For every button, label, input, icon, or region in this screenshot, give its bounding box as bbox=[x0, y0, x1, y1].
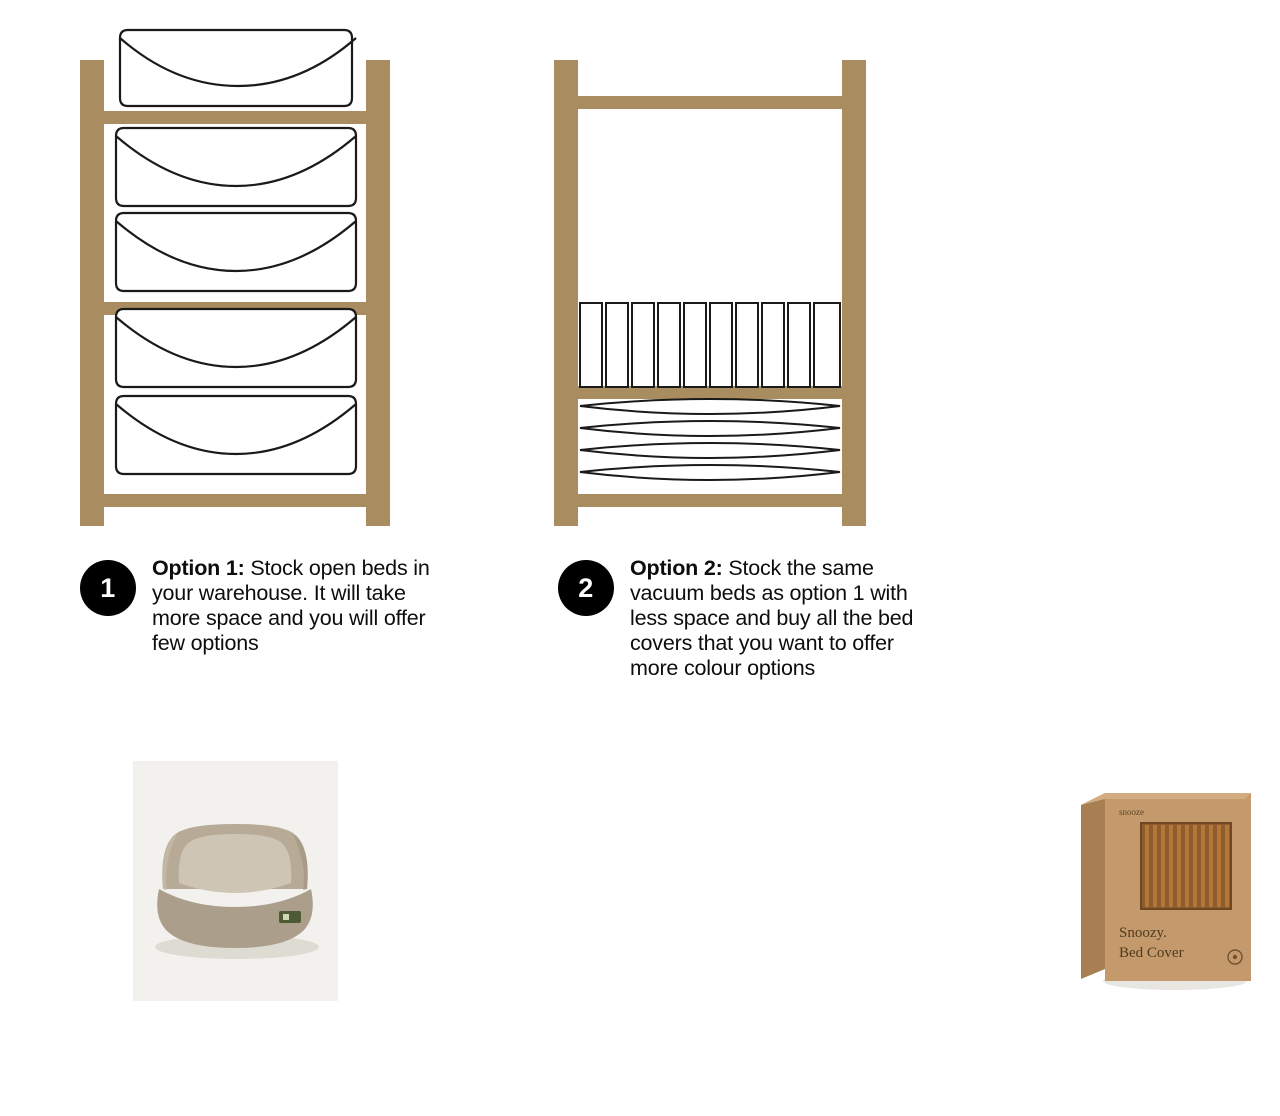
option-2-column bbox=[470, 0, 1184, 1116]
option-2-caption bbox=[558, 552, 928, 681]
option-2-badge: 2 bbox=[558, 560, 614, 616]
rack-with-vacuum-packed-beds-and-covers-illustration bbox=[470, 8, 940, 533]
option-1-label: Option 1: bbox=[152, 556, 245, 580]
option-2-caption-text bbox=[630, 552, 928, 681]
option-1-body: Stock open beds in your warehouse. It will take more space and you will offer few options bbox=[152, 556, 430, 655]
option-1-caption-text bbox=[152, 552, 450, 656]
option-1-badge: 1 bbox=[80, 560, 136, 616]
option-2-label: Option 2: bbox=[630, 556, 723, 580]
option-2-body: Stock the same vacuum beds as option 1 with less space and buy all the bed covers that you want to offer more colour options bbox=[630, 556, 914, 680]
photo-snoozy-bed-cover-box bbox=[1075, 761, 1280, 1001]
rack-with-open-beds-illustration bbox=[0, 8, 470, 533]
photo-beige-boucle-dog-bed bbox=[133, 761, 338, 1001]
option-1-caption bbox=[80, 552, 450, 656]
box-brand-text: snooze bbox=[1119, 807, 1144, 817]
box-title-line2: Bed Cover bbox=[1119, 945, 1184, 961]
box-title-line1: Snoozy. bbox=[1119, 925, 1167, 941]
option-1-column bbox=[0, 0, 470, 1116]
